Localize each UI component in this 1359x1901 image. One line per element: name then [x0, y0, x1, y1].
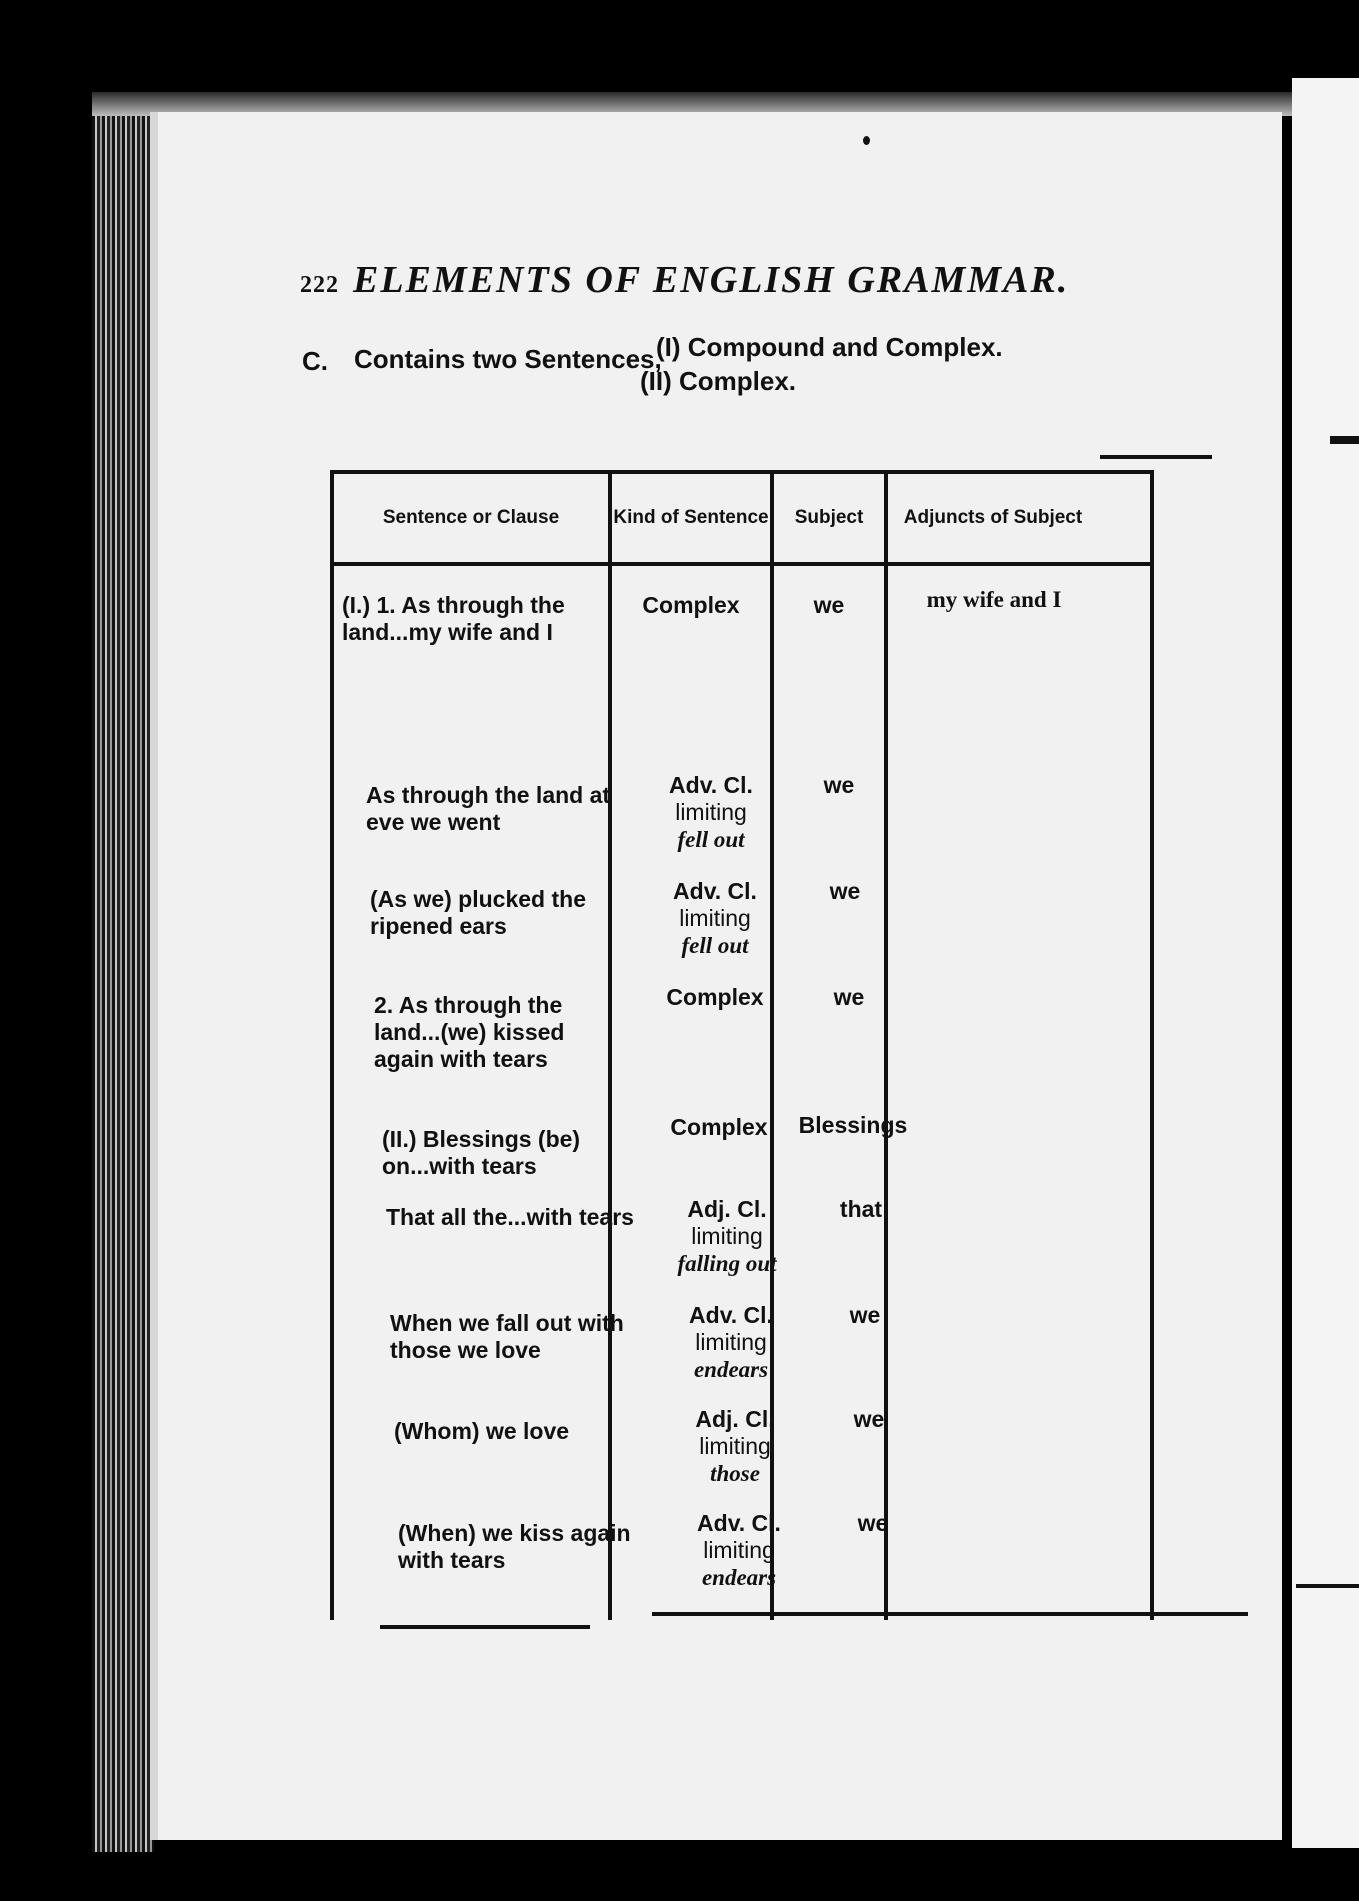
section-text: Contains two Sentences, [354, 344, 662, 374]
table-row-kind: Adv. Cl. limiting endears [689, 1302, 773, 1382]
table-row-kind: Complex [670, 1114, 768, 1140]
ink-dot [863, 136, 870, 145]
table-row-clause: (Whom) we love [394, 1418, 570, 1444]
table-row-kind: Adv. Cl. limiting endears [697, 1510, 781, 1590]
header-clause: Sentence or Clause [382, 507, 560, 528]
table-row-kind: Adv. Cl. limiting fell out [669, 772, 753, 852]
table-row-subject: we [833, 984, 865, 1010]
header-kind: Kind of Sentence [613, 507, 769, 528]
table-row-kind: Complex [642, 592, 740, 618]
table-bottom-rule [652, 1612, 1248, 1616]
table-row-clause: 2. As through the land...(we) kissed again with tears [374, 992, 565, 1072]
sentence-ii-label: (II) Complex. [640, 366, 797, 396]
table-row-subject: we [813, 592, 845, 618]
facing-page-rule [1296, 1584, 1359, 1588]
table-row-subject: Blessings [798, 1112, 908, 1138]
table-row-subject: we [849, 1302, 881, 1328]
table-row-subject: we [857, 1510, 889, 1536]
running-head [300, 258, 1069, 302]
facing-page-mark [1330, 436, 1359, 444]
col-divider [884, 474, 888, 1620]
book-page-edge [92, 92, 154, 1852]
table-row-clause: (II.) Blessings (be) on...with tears [382, 1126, 581, 1179]
table-row-clause: (I.) 1. As through the land...my wife and I [342, 592, 565, 645]
page-number: 222 [300, 272, 339, 298]
table-row-subject: that [839, 1196, 883, 1222]
sentence-i-label: (I) Compound and Complex. [656, 332, 1003, 362]
analysis-table [330, 470, 1154, 1620]
page-title: ELEMENTS OF ENGLISH GRAMMAR. [353, 259, 1070, 301]
facing-page-edge [1292, 78, 1359, 1848]
table-row-clause: That all the...with tears [386, 1204, 634, 1230]
table-top-extension [1100, 455, 1212, 459]
table-row-clause: (As we) plucked the ripened ears [370, 886, 586, 939]
table-row-clause: (When) we kiss again with tears [398, 1520, 631, 1573]
table-row-subject: we [829, 878, 861, 904]
table-row-clause: When we fall out with those we love [390, 1310, 624, 1363]
table-row-kind: Adj. Cl. limiting falling out [677, 1196, 777, 1276]
table-bottom-rule-left [380, 1625, 590, 1629]
table-row-kind: Adv. Cl. limiting fell out [673, 878, 757, 958]
table-row-kind: Complex [666, 984, 764, 1010]
header-adjuncts: Adjuncts of Subject [903, 507, 1083, 528]
table-row-clause: As through the land at eve we went [366, 782, 611, 835]
table-row-subject: we [853, 1406, 885, 1432]
header-rule [334, 562, 1150, 566]
table-row-kind: Adj. Cl. limiting those [695, 1406, 775, 1486]
header-subject: Subject [794, 507, 864, 528]
section-letter: C. [302, 346, 328, 376]
table-row-adjuncts: my wife and I [926, 587, 1062, 612]
table-row-subject: we [823, 772, 855, 798]
